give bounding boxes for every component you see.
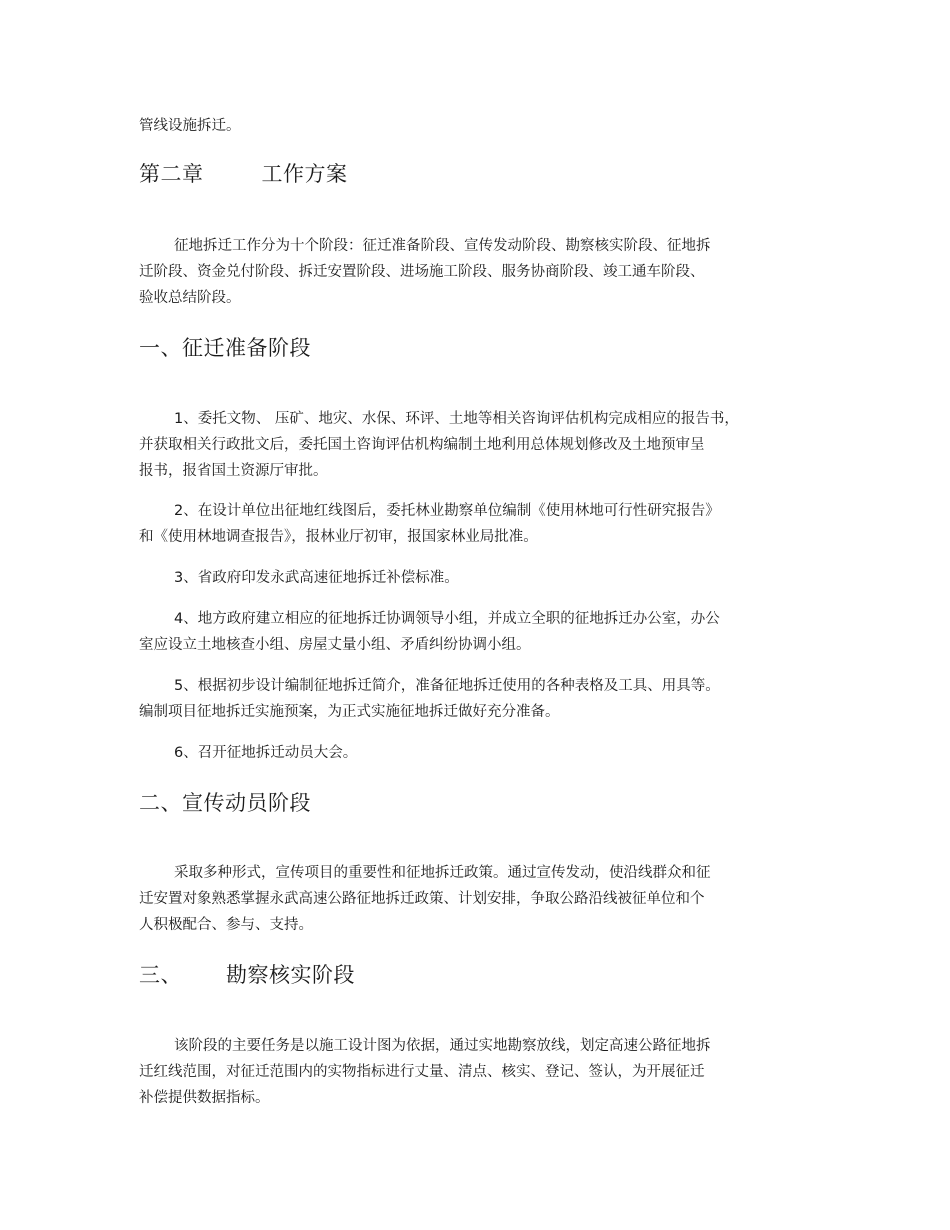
intro-tail-text: 管线设施拆迁。 bbox=[139, 118, 241, 134]
chapter-title: 工作方案 bbox=[261, 162, 348, 186]
section1-item-line: 6、召开征地拆迁动员大会。 bbox=[174, 745, 358, 761]
section2-body-line: 人积极配合、参与、支持。 bbox=[139, 917, 313, 933]
overview-line: 验收总结阶段。 bbox=[139, 290, 241, 306]
section1-item-line: 报书，报省国土资源厅审批。 bbox=[139, 463, 328, 479]
section2-heading: 二、宣传动员阶段 bbox=[139, 791, 311, 815]
section1-item-line: 5、根据初步设计编制征地拆迁简介，准备征地拆迁使用的各种表格及工具、用具等。 bbox=[174, 678, 720, 694]
section1-item-line: 1、委托文物、 压矿、地灾、水保、环评、土地等相关咨询评估机构完成相应的报告书， bbox=[174, 411, 739, 427]
section1-item-line: 3、省政府印发永武高速征地拆迁补偿标准。 bbox=[174, 570, 459, 586]
section3-body-line: 该阶段的主要任务是以施工设计图为依据，通过实地勘察放线，划定高速公路征地拆 bbox=[174, 1038, 711, 1054]
section3-body-line: 迁红线范围，对征迁范围内的实物指标进行丈量、清点、核实、登记、签认，为开展征迁 bbox=[139, 1064, 705, 1080]
section1-heading: 一、征迁准备阶段 bbox=[139, 336, 311, 360]
section1-item-line: 和《使用林地调查报告》，报林业厅初审，报国家林业局批准。 bbox=[139, 529, 538, 545]
section3-body-line: 补偿提供数据指标。 bbox=[139, 1090, 270, 1106]
section1-item-line: 室应设立土地核查小组、房屋丈量小组、矛盾纠纷协调小组。 bbox=[139, 637, 531, 653]
chapter-heading bbox=[139, 160, 348, 188]
overview-line: 迁阶段、资金兑付阶段、拆迁安置阶段、进场施工阶段、服务协商阶段、竣工通车阶段、 bbox=[139, 264, 705, 280]
chapter-number: 第二章 bbox=[139, 162, 204, 186]
overview-line: 征地拆迁工作分为十个阶段：征迁准备阶段、宣传发动阶段、勘察核实阶段、征地拆 bbox=[174, 238, 711, 254]
section3-heading bbox=[139, 961, 355, 989]
section1-item-line: 4、地方政府建立相应的征地拆迁协调领导小组，并成立全职的征地拆迁办公室，办公 bbox=[174, 611, 720, 627]
section2-body-line: 采取多种形式，宣传项目的重要性和征地拆迁政策。通过宣传发动，使沿线群众和征 bbox=[174, 865, 711, 881]
section2-body-line: 迁安置对象熟悉掌握永武高速公路征地拆迁政策、计划安排，争取公路沿线被征单位和个 bbox=[139, 891, 705, 907]
section1-item-line: 并获取相关行政批文后，委托国土咨询评估机构编制土地利用总体规划修改及土地预审呈 bbox=[139, 437, 705, 453]
section1-item-line: 编制项目征地拆迁实施预案，为正式实施征地拆迁做好充分准备。 bbox=[139, 704, 560, 720]
section3-heading-number: 三、 bbox=[139, 963, 182, 987]
section1-item-line: 2、在设计单位出征地红线图后，委托林业勘察单位编制《使用林地可行性研究报告》 bbox=[174, 503, 720, 519]
section3-heading-title: 勘察核实阶段 bbox=[226, 963, 355, 987]
